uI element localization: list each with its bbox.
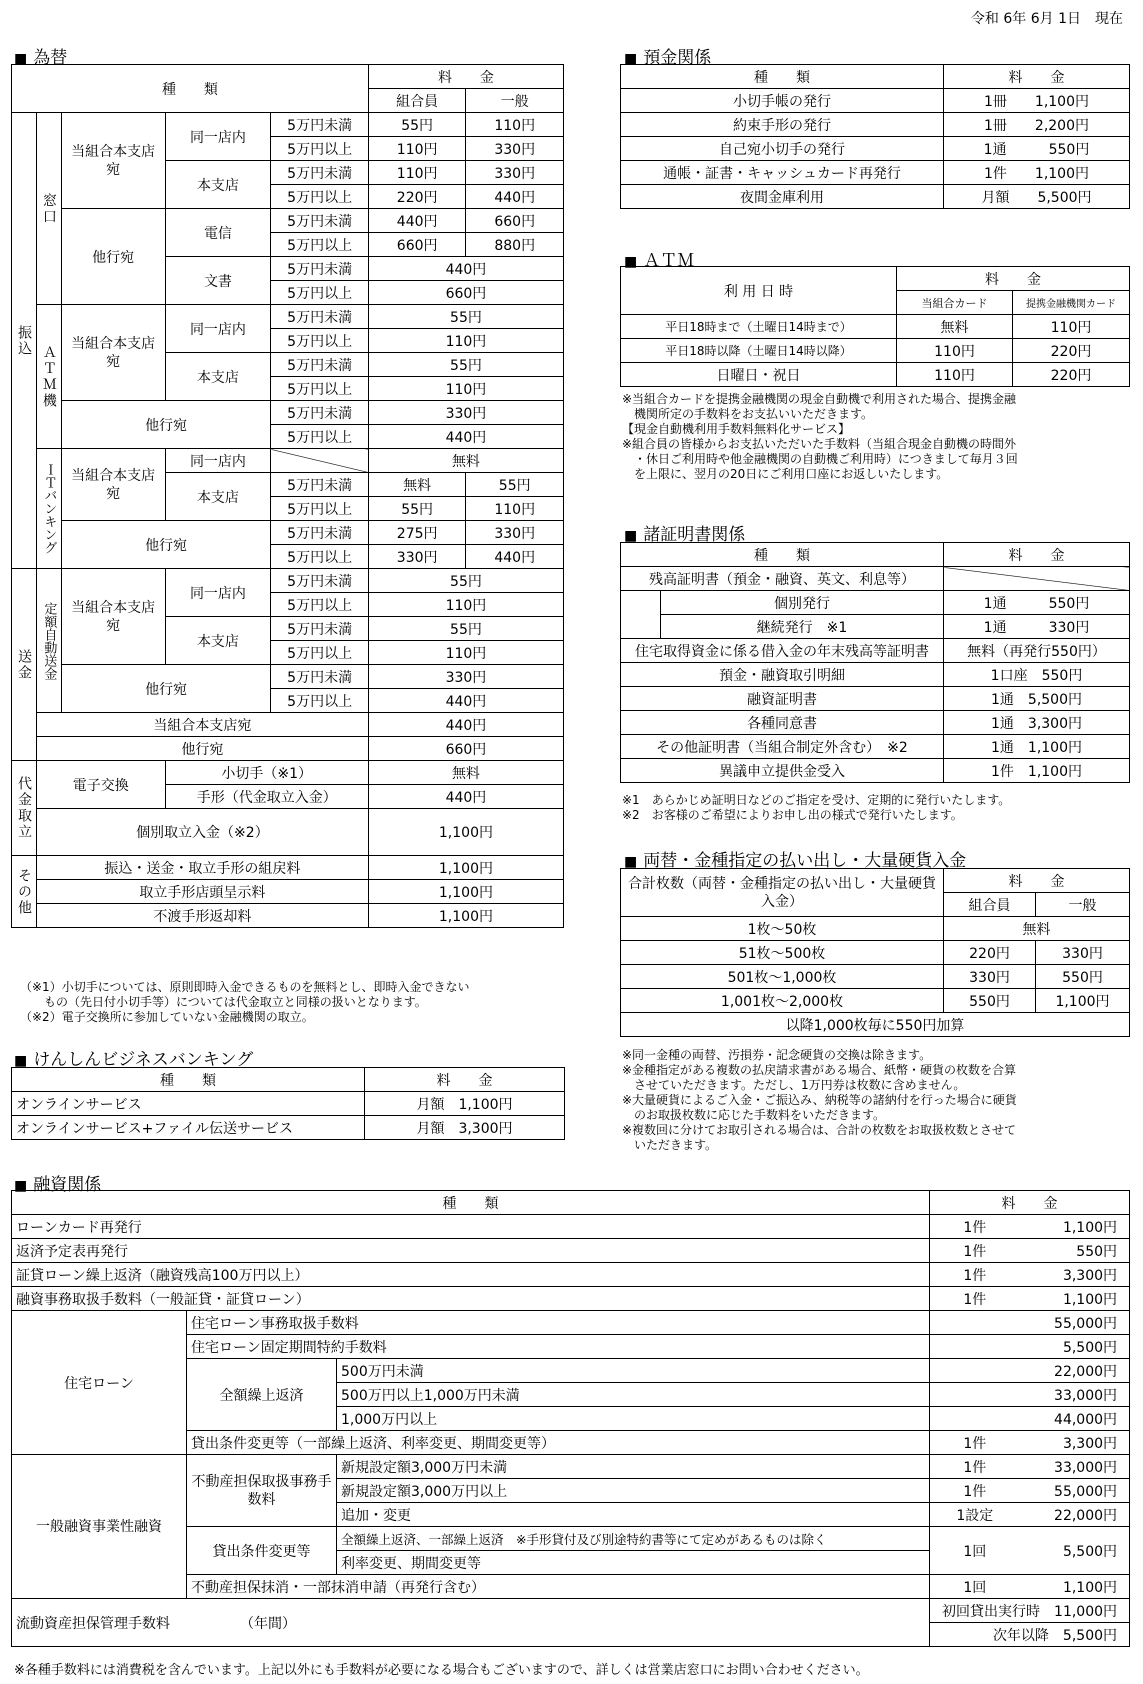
fee: 無料 bbox=[944, 917, 1130, 941]
label: 利率変更、期間変更等 bbox=[337, 1551, 930, 1575]
label: 通帳・証書・キャッシュカード再発行 bbox=[621, 161, 944, 185]
label: 5万円以上 bbox=[271, 593, 369, 617]
label: 証貸ローン繰上返済（融資残高100万円以上） bbox=[12, 1263, 930, 1287]
fee: 1,100円 bbox=[368, 856, 563, 880]
fee: 無料 bbox=[368, 473, 466, 497]
fee: 55円 bbox=[368, 353, 563, 377]
label: 新規設定額3,000万円以上 bbox=[337, 1479, 930, 1503]
header-gokei: 合計枚数（両替・金種指定の払い出し・大量硬貨入金） bbox=[621, 869, 944, 917]
label: 同一店内 bbox=[165, 449, 271, 473]
label: オンラインサービス+ファイル伝送サービス bbox=[12, 1116, 365, 1140]
label: 5万円未満 bbox=[271, 161, 369, 185]
label: 継続発行 ※1 bbox=[661, 615, 944, 639]
section-title-business: ■ けんしんビジネスバンキング bbox=[14, 1050, 254, 1070]
label: 5万円以上 bbox=[271, 689, 369, 713]
unit: 1件 bbox=[930, 1215, 1020, 1239]
label: 5万円未満 bbox=[271, 617, 369, 641]
label: 各種同意書 bbox=[621, 711, 944, 735]
section-title-yushi: ■ 融資関係 bbox=[14, 1175, 102, 1195]
header-ippan: 一般 bbox=[1036, 893, 1130, 917]
fee: 3,300円 bbox=[458, 1120, 513, 1137]
unit: 1通 bbox=[983, 619, 1007, 636]
header-shurui: 種 類 bbox=[12, 1191, 930, 1215]
label: 5万円以上 bbox=[271, 233, 369, 257]
label: 全額繰上返済 bbox=[187, 1359, 337, 1431]
label: 5万円未満 bbox=[271, 209, 369, 233]
fee: 22,000円 bbox=[930, 1359, 1130, 1383]
kawase-note-1: （※1）小切手については、原則即時入金できるものを無料とし、即時入金できない もの（先日付小切手等）については代金取立と同様の扱いとなります。 bbox=[20, 980, 470, 1009]
fee: 440円 bbox=[466, 185, 564, 209]
fee: 110円 bbox=[368, 641, 563, 665]
label: 約束手形の発行 bbox=[621, 113, 944, 137]
indent-cell bbox=[621, 591, 661, 639]
label: 同一店内 bbox=[165, 569, 271, 617]
fee: 880円 bbox=[466, 233, 564, 257]
section-title-ryogae: ■ 両替・金種指定の払い出し・大量硬貨入金 bbox=[624, 851, 967, 871]
label: 手形（代金取立入金） bbox=[165, 785, 368, 809]
fee: 1,100円 bbox=[1027, 739, 1082, 756]
unit: 1通 bbox=[990, 715, 1014, 732]
fee: 440円 bbox=[368, 713, 563, 737]
fee: 330円 bbox=[466, 137, 564, 161]
label: 返済予定表再発行 bbox=[12, 1239, 930, 1263]
fee: 220円 bbox=[1013, 363, 1130, 387]
fee: 550円 bbox=[1036, 965, 1130, 989]
fee: 220円 bbox=[368, 185, 466, 209]
ryogae-note: ※同一金種の両替、汚損券・記念硬貨の交換は除きます。 ※金種指定がある複数の払戻請求書がある場合、紙幣・硬貨の枚数を合算 させていただきます。ただし、1万円券は枚数に含めません。 ※大量硬貨によるご入金・ご振込み、納税等の諸納付を行った場合に硬貨 のお取扱枚数に応じた手数料をいただきます。 ※複数回に分けてお取引される場合は、合計の枚数をお取扱枚数とさせて いただきます。 bbox=[622, 1048, 1017, 1152]
label: 5万円以上 bbox=[271, 185, 369, 209]
fee: 550円 bbox=[1048, 141, 1090, 158]
label: 振込・送金・取立手形の組戻料 bbox=[36, 856, 368, 880]
label: ローンカード再発行 bbox=[12, 1215, 930, 1239]
fee: 275円 bbox=[368, 521, 466, 545]
label: 不渡手形返却料 bbox=[36, 904, 368, 928]
soukin-label: 送金 bbox=[12, 569, 37, 761]
label: 5万円以上 bbox=[271, 137, 369, 161]
fee: 無料（再発行550円） bbox=[944, 639, 1130, 663]
fee: 440円 bbox=[368, 209, 466, 233]
fee: 1,100円 bbox=[1034, 165, 1089, 182]
label: 5万円以上 bbox=[271, 545, 369, 569]
fee: 1,100円 bbox=[1036, 989, 1130, 1013]
label: 当組合本支店宛 bbox=[61, 113, 165, 209]
label: 5万円未満 bbox=[271, 473, 369, 497]
unit: 1通 bbox=[983, 595, 1007, 612]
atm-label: ＡＴＭ機 bbox=[36, 305, 61, 449]
label: 本支店 bbox=[165, 161, 271, 209]
label: 本支店 bbox=[165, 353, 271, 401]
fee: 220円 bbox=[944, 941, 1036, 965]
header-kumiai: 組合員 bbox=[944, 893, 1036, 917]
label: 取立手形店頭呈示料 bbox=[36, 880, 368, 904]
label: 住宅ローン bbox=[12, 1311, 187, 1455]
label: 一般融資事業性融資 bbox=[12, 1455, 187, 1599]
label: 電信 bbox=[165, 209, 271, 257]
label: 5万円未満 bbox=[271, 401, 369, 425]
fee: 5,500円 bbox=[1037, 189, 1092, 206]
label: 51枚～500枚 bbox=[621, 941, 944, 965]
label: 住宅ローン固定期間特約手数料 bbox=[187, 1335, 930, 1359]
header-ryokin: 料 金 bbox=[365, 1068, 565, 1092]
header-ippan: 一般 bbox=[466, 89, 564, 113]
shomei-table bbox=[620, 542, 1130, 783]
label: 本支店 bbox=[165, 473, 271, 521]
unit: 1通 bbox=[983, 141, 1007, 158]
fee: 550円 bbox=[944, 989, 1036, 1013]
fee: 55円 bbox=[368, 617, 563, 641]
header-shurui: 種 類 bbox=[12, 1068, 365, 1092]
header-ryokin: 料 金 bbox=[944, 65, 1130, 89]
section-title-atm: ■ ＡＴＭ bbox=[624, 251, 695, 271]
fee: 3,300円 bbox=[1020, 1263, 1130, 1287]
fee: 330円 bbox=[1036, 941, 1130, 965]
atm-table bbox=[620, 266, 1130, 387]
header-ryokin: 料 金 bbox=[368, 65, 563, 89]
unit: 1冊 bbox=[983, 93, 1007, 110]
fee: 1,100円 bbox=[368, 904, 563, 928]
label: 501枚～1,000枚 bbox=[621, 965, 944, 989]
unit: 1通 bbox=[990, 691, 1014, 708]
unit: 月額 bbox=[981, 189, 1010, 206]
fee: 3,300円 bbox=[1027, 715, 1082, 732]
fee: 440円 bbox=[368, 257, 563, 281]
fee: 1,100円 bbox=[368, 809, 563, 856]
label: 新規設定額3,000万円未満 bbox=[337, 1455, 930, 1479]
yushi-table bbox=[11, 1190, 1130, 1647]
label: 小切手（※1） bbox=[165, 761, 368, 785]
label: 5万円以上 bbox=[271, 329, 369, 353]
fee: 110円 bbox=[368, 137, 466, 161]
section-title-kawase: ■ 為替 bbox=[14, 48, 68, 68]
label: 個別発行 bbox=[661, 591, 944, 615]
label: 1,001枚～2,000枚 bbox=[621, 989, 944, 1013]
label: 住宅取得資金に係る借入金の年末残高等証明書 bbox=[621, 639, 944, 663]
fee: 無料 bbox=[368, 449, 563, 473]
fee: 110円 bbox=[897, 363, 1013, 387]
section-title-yokin: ■ 預金関係 bbox=[624, 48, 712, 68]
sonota-label: その他 bbox=[12, 856, 37, 928]
label: 流動資産担保管理手数料 bbox=[16, 1615, 170, 1632]
label: 当組合本支店宛 bbox=[61, 305, 165, 401]
header-ryokin: 料 金 bbox=[944, 543, 1130, 567]
label: 500万円以上1,000万円未満 bbox=[337, 1383, 930, 1407]
fee: 440円 bbox=[368, 689, 563, 713]
label: 500万円未満 bbox=[337, 1359, 930, 1383]
fee: 330円 bbox=[368, 401, 563, 425]
label: 不動産担保抹消・一部抹消申請（再発行含む） bbox=[187, 1575, 930, 1599]
fee: 330円 bbox=[368, 545, 466, 569]
fee: 1,100円 bbox=[1027, 763, 1082, 780]
fee: 5,500円 bbox=[1027, 691, 1082, 708]
label: 他行宛 bbox=[61, 521, 271, 569]
header-tou-card: 当組合カード bbox=[897, 291, 1013, 315]
madoguchi-label: 窓口 bbox=[36, 113, 61, 305]
fee: 無料 bbox=[368, 761, 563, 785]
label: 5万円以上 bbox=[271, 425, 369, 449]
fee: 33,000円 bbox=[930, 1383, 1130, 1407]
label: 異議申立提供金受入 bbox=[621, 759, 944, 783]
label: 貸出条件変更等（一部繰上返済、利率変更、期間変更等） bbox=[187, 1431, 930, 1455]
fee: 110円 bbox=[368, 161, 466, 185]
unit: 1件 bbox=[930, 1287, 1020, 1311]
fee: 2,200円 bbox=[1034, 117, 1089, 134]
label: 5万円未満 bbox=[271, 257, 369, 281]
label: 平日18時まで（土曜日14時まで） bbox=[621, 315, 897, 339]
label: 以降1,000枚毎に550円加算 bbox=[621, 1013, 1130, 1037]
label: その他証明書（当組合制定外含む） ※2 bbox=[621, 735, 944, 759]
fee: 220円 bbox=[1013, 339, 1130, 363]
shomei-note: ※1 あらかじめ証明日などのご指定を受け、定期的に発行いたします。 ※2 お客様のご希望によりお申し出の様式で発行いたします。 bbox=[622, 793, 1011, 822]
fee: 660円 bbox=[368, 233, 466, 257]
label: 5万円以上 bbox=[271, 281, 369, 305]
unit: 1冊 bbox=[983, 117, 1007, 134]
unit: 1件 bbox=[930, 1431, 1020, 1455]
unit: 1件 bbox=[990, 763, 1014, 780]
footer-note: ※各種手数料には消費税を含んでいます。上記以外にも手数料が必要になる場合もございますので、詳しくは営業店窓口にお問い合わせください。 bbox=[14, 1663, 869, 1678]
fee: 1,100円 bbox=[1020, 1575, 1130, 1599]
fee: 330円 bbox=[944, 965, 1036, 989]
fee: 5,500円 bbox=[1020, 1527, 1130, 1575]
fee: 55円 bbox=[368, 497, 466, 521]
unit: 1件 bbox=[930, 1263, 1020, 1287]
fee: 3,300円 bbox=[1020, 1431, 1130, 1455]
label: 融資証明書 bbox=[621, 687, 944, 711]
label: 5万円未満 bbox=[271, 113, 369, 137]
yokin-table bbox=[620, 64, 1130, 209]
unit: 1回 bbox=[930, 1575, 1020, 1599]
teigaku-label: 定額自動送金 bbox=[36, 569, 61, 713]
label: 5万円未満 bbox=[271, 305, 369, 329]
fee: 440円 bbox=[368, 785, 563, 809]
label: オンラインサービス bbox=[12, 1092, 365, 1116]
label: 電子交換 bbox=[36, 761, 165, 809]
label: 融資事務取扱手数料（一般証貸・証貸ローン） bbox=[12, 1287, 930, 1311]
as-of-date: 令和 6年 6月 1日 現在 bbox=[970, 11, 1123, 27]
header-shurui: 種 類 bbox=[12, 65, 369, 113]
label: 5万円未満 bbox=[271, 665, 369, 689]
ryogae-table bbox=[620, 868, 1130, 1037]
label: 本支店 bbox=[165, 617, 271, 665]
label: 他行宛 bbox=[61, 401, 271, 449]
furikomi-label: 振込 bbox=[12, 113, 37, 569]
fee: 660円 bbox=[368, 737, 563, 761]
fee: 55円 bbox=[368, 305, 563, 329]
fee: 初回貸出実行時 11,000円 bbox=[930, 1599, 1130, 1623]
fee: 無料 bbox=[897, 315, 1013, 339]
unit: 1回 bbox=[930, 1527, 1020, 1575]
fee: 660円 bbox=[466, 209, 564, 233]
unit: 1通 bbox=[990, 739, 1014, 756]
label: 1枚～50枚 bbox=[621, 917, 944, 941]
fee: 330円 bbox=[1048, 619, 1090, 636]
diagonal-cell bbox=[271, 449, 369, 473]
fee: 660円 bbox=[368, 281, 563, 305]
label: 他行宛 bbox=[61, 209, 165, 305]
fee: 110円 bbox=[897, 339, 1013, 363]
fee: 110円 bbox=[466, 113, 564, 137]
unit: 1件 bbox=[930, 1455, 1020, 1479]
label: 不動産担保取扱事務手数料 bbox=[187, 1455, 337, 1527]
kawase-note-2: （※2）電子交換所に参加していない金融機関の取立。 bbox=[20, 1010, 314, 1024]
label: 他行宛 bbox=[36, 737, 368, 761]
header-ryokin: 料 金 bbox=[897, 267, 1130, 291]
unit: 月額 bbox=[416, 1096, 445, 1113]
fee: 1,100円 bbox=[368, 880, 563, 904]
label: 自己宛小切手の発行 bbox=[621, 137, 944, 161]
fee: 330円 bbox=[466, 521, 564, 545]
header-ryokin: 料 金 bbox=[944, 869, 1130, 893]
fee: 5,500円 bbox=[930, 1335, 1130, 1359]
label: 小切手帳の発行 bbox=[621, 89, 944, 113]
label: 夜間金庫利用 bbox=[621, 185, 944, 209]
fee: 110円 bbox=[368, 329, 563, 353]
fee: 22,000円 bbox=[1020, 1503, 1130, 1527]
kawase-table bbox=[11, 64, 564, 928]
label: 日曜日・祝日 bbox=[621, 363, 897, 387]
fee: 550円 bbox=[1048, 595, 1090, 612]
fee: 55円 bbox=[368, 569, 563, 593]
label: 5万円以上 bbox=[271, 497, 369, 521]
atm-note: ※当組合カードを提携金融機関の現金自動機で利用された場合、提携金融 機関所定の手数料をお支払いいただきます。 【現金自動機利用手数料無料化サービス】 ※組合員の皆様からお支払いただいた手数料（当組合現金自動機の時間外 ・休日ご利用時や他金融機関の自動機ご利用時）につきまして毎月３回 を上限に、翌月の20日にご利用口座にお返しいたします。 bbox=[622, 392, 1018, 481]
fee: 110円 bbox=[368, 377, 563, 401]
fee: 33,000円 bbox=[1020, 1455, 1130, 1479]
label: 残高証明書（預金・融資、英文、利息等） bbox=[621, 567, 944, 591]
header-teikei-card: 提携金融機関カード bbox=[1013, 291, 1130, 315]
fee: 110円 bbox=[1013, 315, 1130, 339]
fee: 110円 bbox=[466, 497, 564, 521]
unit: 1設定 bbox=[930, 1503, 1020, 1527]
fee: 1,100円 bbox=[1020, 1287, 1130, 1311]
label: （年間） bbox=[240, 1615, 296, 1632]
label: 5万円以上 bbox=[271, 377, 369, 401]
fee: 55,000円 bbox=[930, 1311, 1130, 1335]
fee: 330円 bbox=[368, 665, 563, 689]
fee: 330円 bbox=[466, 161, 564, 185]
label: 他行宛 bbox=[61, 665, 271, 713]
unit: 1件 bbox=[930, 1239, 1020, 1263]
unit: 月額 bbox=[416, 1120, 445, 1137]
fee: 1,100円 bbox=[1034, 93, 1089, 110]
fee: 110円 bbox=[368, 593, 563, 617]
business-table bbox=[11, 1067, 565, 1140]
label: 同一店内 bbox=[165, 113, 271, 161]
label: 平日18時以降（土曜日14時以降） bbox=[621, 339, 897, 363]
daikin-label: 代金取立 bbox=[12, 761, 37, 856]
label: 追加・変更 bbox=[337, 1503, 930, 1527]
fee: 55,000円 bbox=[1020, 1479, 1130, 1503]
fee: 1,100円 bbox=[458, 1096, 513, 1113]
fee: 550円 bbox=[1041, 667, 1083, 684]
label: 5万円未満 bbox=[271, 569, 369, 593]
label: 個別取立入金（※2） bbox=[36, 809, 368, 856]
fee: 1,100円 bbox=[1020, 1215, 1130, 1239]
unit: 1件 bbox=[930, 1479, 1020, 1503]
diagonal-cell bbox=[944, 567, 1130, 591]
fee: 440円 bbox=[466, 545, 564, 569]
label: 当組合本支店宛 bbox=[61, 449, 165, 521]
label: 全額繰上返済、一部繰上返済 ※手形貸付及び別途特約書等にて定めがあるものは除く bbox=[337, 1527, 930, 1551]
label: 5万円未満 bbox=[271, 521, 369, 545]
fee: 440円 bbox=[368, 425, 563, 449]
label: 当組合本支店宛 bbox=[61, 569, 165, 665]
label: 5万円以上 bbox=[271, 641, 369, 665]
unit: 1件 bbox=[983, 165, 1007, 182]
header-kumiai: 組合員 bbox=[368, 89, 466, 113]
fee: 550円 bbox=[1020, 1239, 1130, 1263]
header-ryokin: 料 金 bbox=[930, 1191, 1130, 1215]
label: 預金・融資取引明細 bbox=[621, 663, 944, 687]
section-title-shomei: ■ 諸証明書関係 bbox=[624, 525, 746, 545]
label: 1,000万円以上 bbox=[337, 1407, 930, 1431]
label: 当組合本支店宛 bbox=[36, 713, 368, 737]
fee: 55円 bbox=[466, 473, 564, 497]
fee: 55円 bbox=[368, 113, 466, 137]
fee: 次年以降 5,500円 bbox=[930, 1623, 1130, 1647]
label: 5万円未満 bbox=[271, 353, 369, 377]
header-shurui: 種 類 bbox=[621, 65, 944, 89]
header-riyou: 利 用 日 時 bbox=[621, 267, 897, 315]
label: 文書 bbox=[165, 257, 271, 305]
label: 貸出条件変更等 bbox=[187, 1527, 337, 1575]
label: 住宅ローン事務取扱手数料 bbox=[187, 1311, 930, 1335]
it-banking-label: ＩＴバンキング bbox=[36, 449, 61, 569]
fee: 44,000円 bbox=[930, 1407, 1130, 1431]
header-shurui: 種 類 bbox=[621, 543, 944, 567]
label: 同一店内 bbox=[165, 305, 271, 353]
unit: 1口座 bbox=[990, 667, 1028, 684]
